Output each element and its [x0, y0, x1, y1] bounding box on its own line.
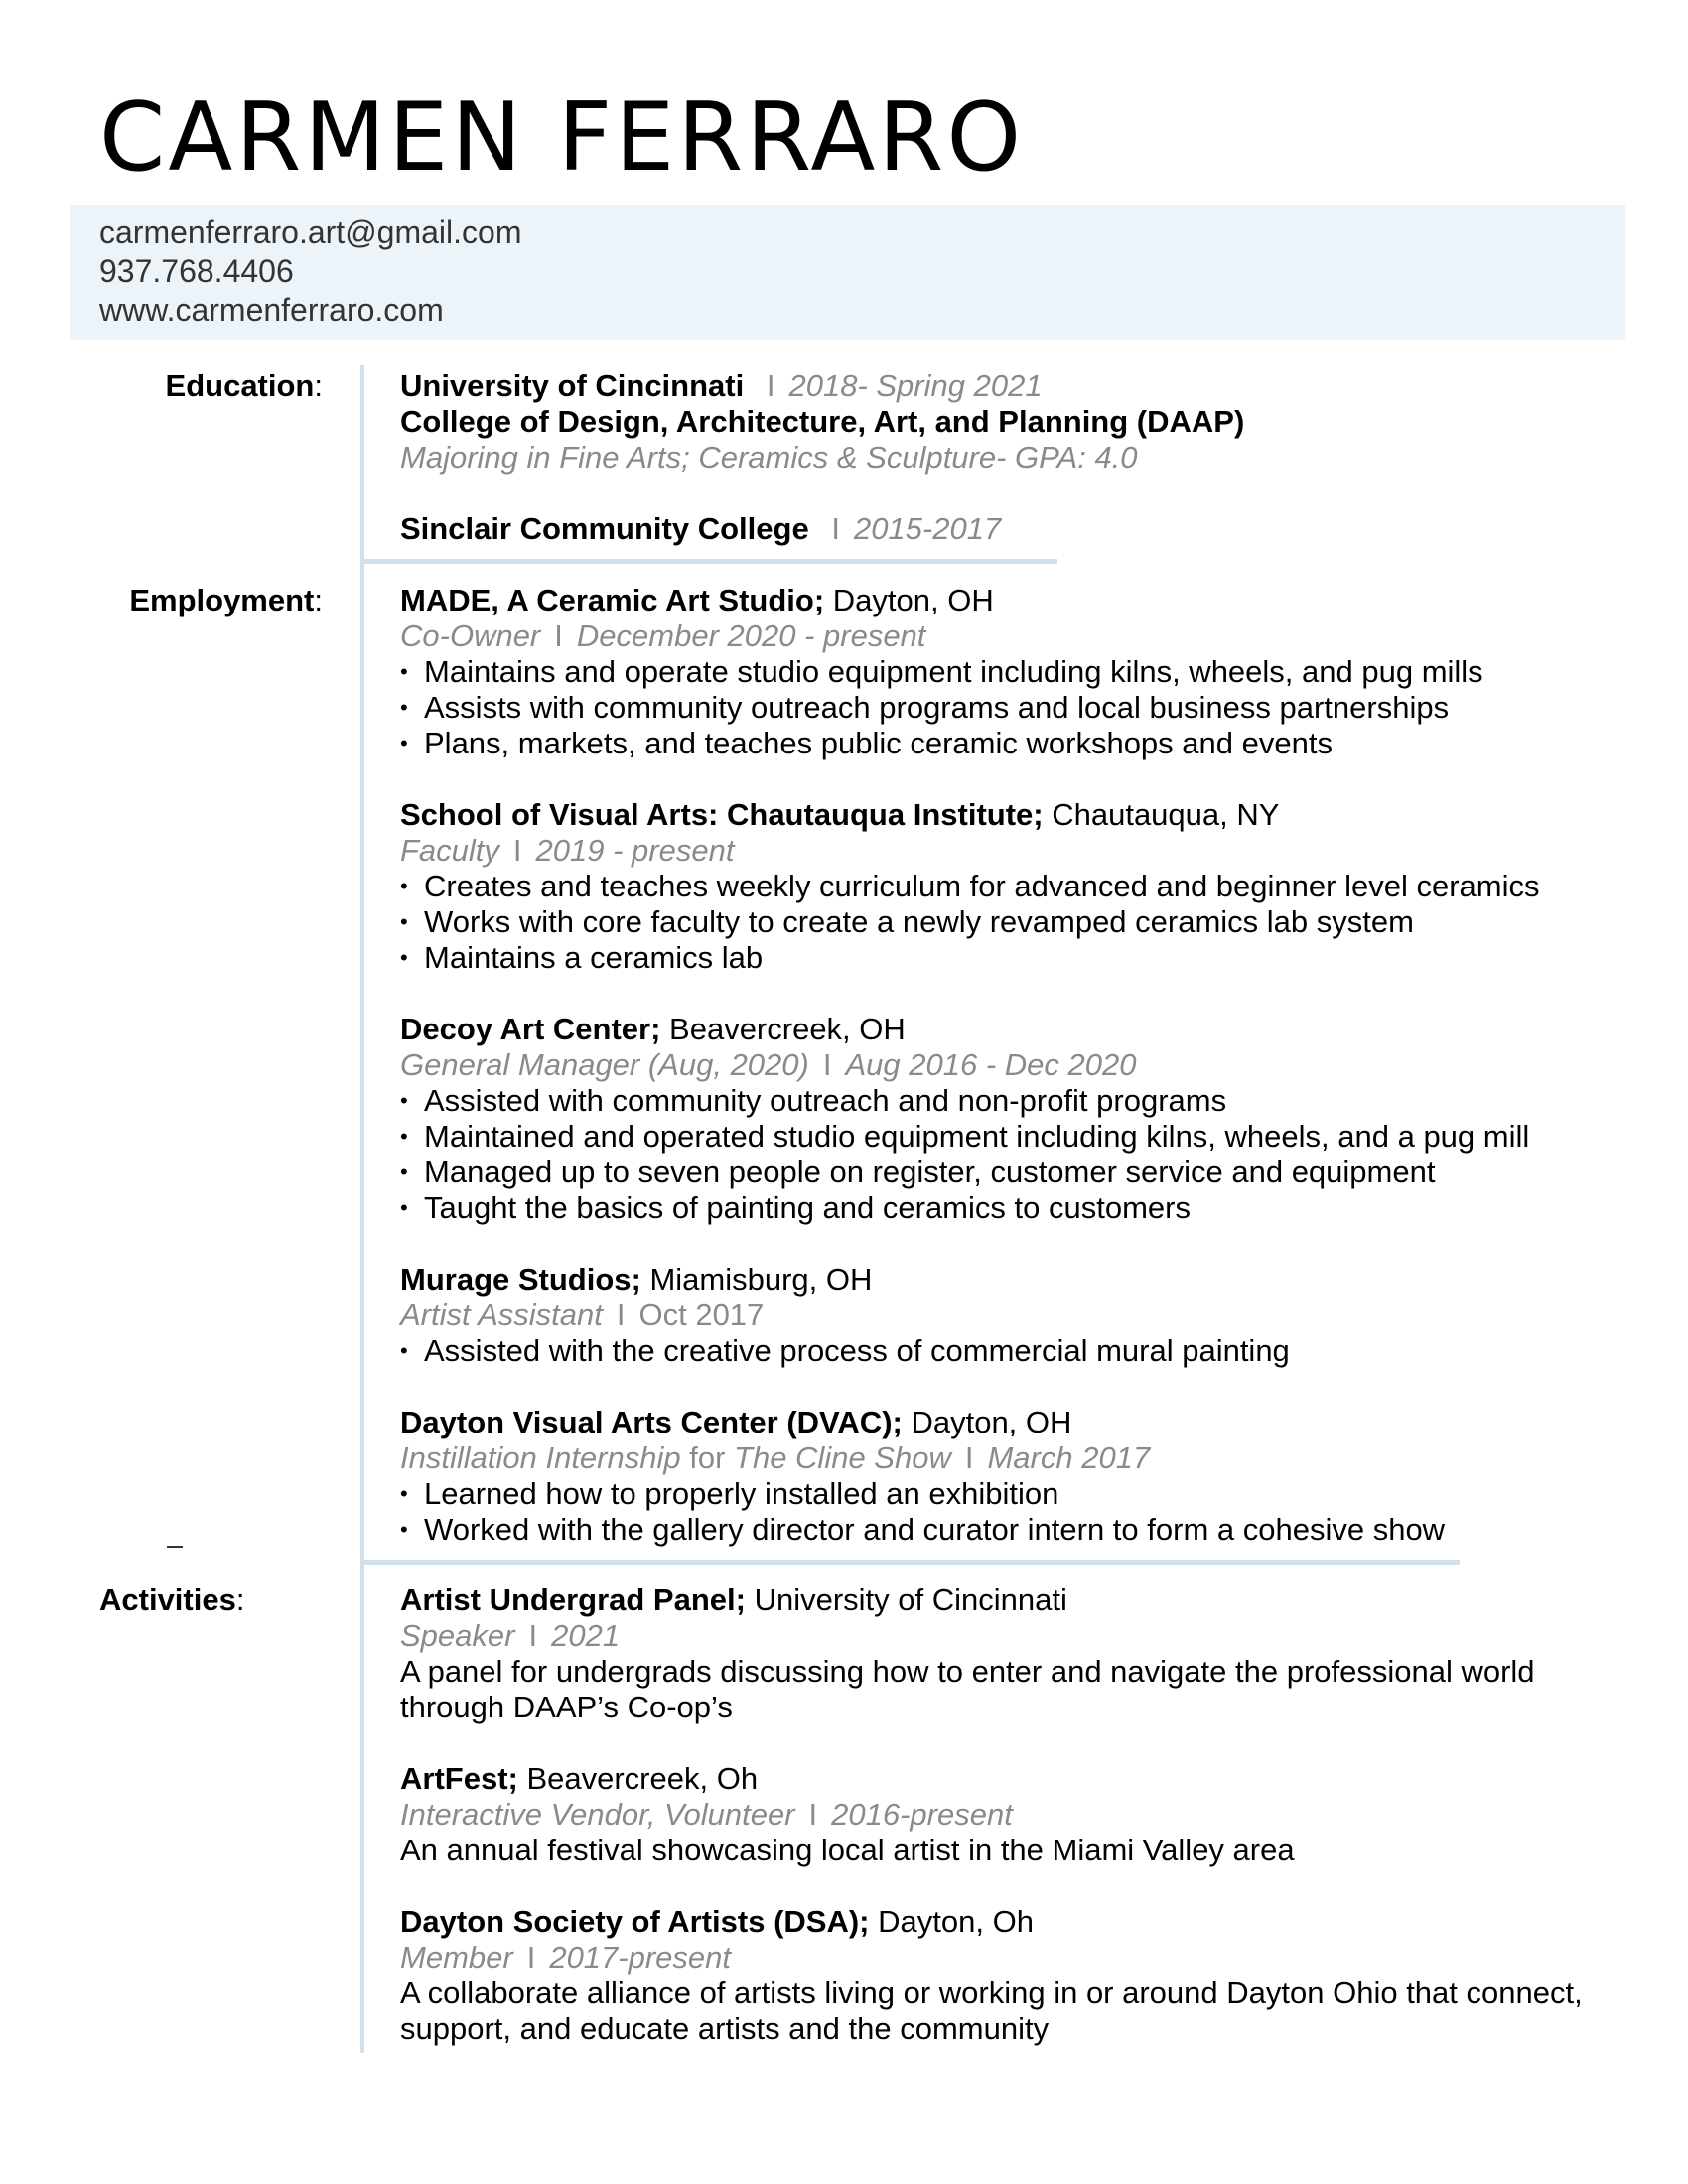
employment-role-line	[400, 1049, 1136, 1080]
org-name: ArtFest;	[400, 1761, 518, 1796]
org-location: Dayton, OH	[902, 1405, 1072, 1439]
role: Artist Assistant	[400, 1297, 603, 1332]
employment-role-line	[400, 620, 925, 651]
org-location: Dayton, Oh	[869, 1904, 1034, 1939]
separator: I	[528, 1618, 538, 1653]
list-item: • Taught the basics of painting and ceramics to customers	[400, 1190, 1191, 1225]
list-item: • Learned how to properly installed an exhibition	[400, 1476, 1059, 1511]
separator: I	[831, 511, 840, 546]
employment-entry-header	[400, 585, 994, 615]
contact-phone: 937.768.4406	[99, 253, 294, 289]
separator: I	[512, 833, 522, 868]
bullet-icon: •	[400, 695, 408, 720]
school-name: Sinclair Community College	[400, 511, 809, 546]
role: Speaker	[400, 1618, 515, 1653]
employment-entry-header	[400, 799, 1279, 830]
bullet-icon: •	[400, 1160, 408, 1184]
activity-description: An annual festival showcasing local artist in the Miami Valley area	[400, 1833, 1295, 1867]
org-location: Chautauqua, NY	[1043, 797, 1280, 832]
role: Faculty	[400, 833, 499, 868]
college-name: College of Design, Architecture, Art, and Planning (DAAP)	[400, 404, 1245, 439]
role-connector: for	[680, 1440, 735, 1475]
activity-description: through DAAP’s Co-op’s	[400, 1690, 733, 1724]
resume-name: CARMEN FERRARO	[99, 83, 1025, 193]
employment-entry-header	[400, 1014, 906, 1044]
entry-dates: Aug 2016 - Dec 2020	[845, 1047, 1137, 1082]
section-label-education: Education:	[165, 368, 323, 403]
separator: I	[526, 1940, 536, 1975]
role: General Manager (Aug, 2020)	[400, 1047, 809, 1082]
org-location: University of Cincinnati	[745, 1582, 1067, 1617]
separator: I	[616, 1297, 626, 1332]
org-name: Decoy Art Center;	[400, 1012, 661, 1046]
education-divider	[360, 559, 1057, 564]
employment-entry-header	[400, 1407, 1071, 1437]
bullet-icon: •	[400, 1338, 408, 1363]
org-name: Dayton Society of Artists (DSA);	[400, 1904, 870, 1939]
list-item: • Managed up to seven people on register, customer service and equipment	[400, 1155, 1436, 1189]
role: Interactive Vendor, Volunteer	[400, 1797, 795, 1832]
education-entry-header	[400, 370, 1043, 401]
org-location: Miamisburg, OH	[640, 1262, 873, 1297]
separator: I	[964, 1440, 974, 1475]
role: Instillation Internship	[400, 1440, 681, 1475]
entry-dates: 2018- Spring 2021	[788, 368, 1043, 403]
list-item: • Assisted with the creative process of commercial mural painting	[400, 1333, 1290, 1368]
list-item: • Assists with community outreach programs and local business partnerships	[400, 690, 1450, 725]
list-item: • Maintains a ceramics lab	[400, 940, 764, 975]
section-divider-vertical	[360, 365, 364, 2053]
list-item: • Plans, markets, and teaches public ceramic workshops and events	[400, 726, 1333, 760]
section-label-activities: Activities:	[99, 1582, 245, 1617]
separator: I	[822, 1047, 832, 1082]
education-entry-header	[400, 513, 1001, 544]
employment-role-line	[400, 1299, 764, 1330]
org-location: Beavercreek, Oh	[517, 1761, 759, 1796]
activity-entry-header	[400, 1763, 758, 1794]
activity-description: support, and educate artists and the community	[400, 2011, 1050, 2046]
activity-description: A panel for undergrads discussing how to enter and navigate the professional world	[400, 1654, 1535, 1689]
org-name: School of Visual Arts: Chautauqua Institute;	[400, 797, 1044, 832]
entry-dates: Oct 2017	[638, 1297, 765, 1332]
activity-entry-header	[400, 1906, 1034, 1937]
separator: I	[766, 368, 775, 403]
bullet-icon: •	[400, 1481, 408, 1506]
entry-dates: 2021	[551, 1618, 621, 1653]
education-detail: Majoring in Fine Arts; Ceramics & Sculpture- GPA: 4.0	[400, 440, 1138, 475]
org-name: Artist Undergrad Panel;	[400, 1582, 746, 1617]
activity-entry-header	[400, 1584, 1067, 1615]
activity-role-line	[400, 1942, 731, 1973]
entry-dates: 2019 - present	[535, 833, 735, 868]
entry-dates: 2015-2017	[853, 511, 1002, 546]
org-name: Dayton Visual Arts Center (DVAC);	[400, 1405, 903, 1439]
employment-role-line	[400, 1442, 1150, 1473]
list-item: • Assisted with community outreach and non-profit programs	[400, 1083, 1227, 1118]
bullet-icon: •	[400, 1124, 408, 1149]
bullet-icon: •	[400, 909, 408, 934]
role: Member	[400, 1940, 513, 1975]
list-item: • Works with core faculty to create a newly revamped ceramics lab system	[400, 904, 1414, 939]
section-label-employment: Employment:	[129, 583, 323, 617]
entry-dates: 2016-present	[831, 1797, 1013, 1832]
employment-entry-header	[400, 1264, 872, 1295]
list-item: • Maintains and operate studio equipment including kilns, wheels, and pug mills	[400, 654, 1483, 689]
employment-role-line	[400, 835, 734, 866]
dash-mark	[167, 1546, 183, 1548]
activity-description: A collaborate alliance of artists living or working in or around Dayton Ohio that connect,	[400, 1976, 1583, 2010]
school-name: University of Cincinnati	[400, 368, 745, 403]
bullet-icon: •	[400, 1195, 408, 1220]
bullet-icon: •	[400, 1517, 408, 1542]
employment-divider	[360, 1560, 1460, 1565]
list-item: • Maintained and operated studio equipment including kilns, wheels, and a pug mill	[400, 1119, 1530, 1154]
separator: I	[808, 1797, 818, 1832]
show-name: The Cline Show	[734, 1440, 951, 1475]
bullet-icon: •	[400, 874, 408, 898]
entry-dates: 2017-present	[549, 1940, 732, 1975]
bullet-icon: •	[400, 1088, 408, 1113]
org-location: Beavercreek, OH	[660, 1012, 906, 1046]
list-item: • Worked with the gallery director and curator intern to form a cohesive show	[400, 1512, 1446, 1547]
role: Co-Owner	[400, 618, 541, 653]
activity-role-line	[400, 1620, 620, 1651]
contact-website: www.carmenferraro.com	[99, 292, 444, 328]
separator: I	[554, 618, 563, 653]
org-name: Murage Studios;	[400, 1262, 641, 1297]
bullet-icon: •	[400, 731, 408, 755]
activity-role-line	[400, 1799, 1013, 1830]
org-location: Dayton, OH	[824, 583, 994, 617]
bullet-icon: •	[400, 945, 408, 970]
org-name: MADE, A Ceramic Art Studio;	[400, 583, 825, 617]
list-item: • Creates and teaches weekly curriculum for advanced and beginner level ceramics	[400, 869, 1540, 903]
entry-dates: December 2020 - present	[576, 618, 926, 653]
contact-email: carmenferraro.art@gmail.com	[99, 214, 522, 250]
bullet-icon: •	[400, 659, 408, 684]
entry-dates: March 2017	[987, 1440, 1151, 1475]
